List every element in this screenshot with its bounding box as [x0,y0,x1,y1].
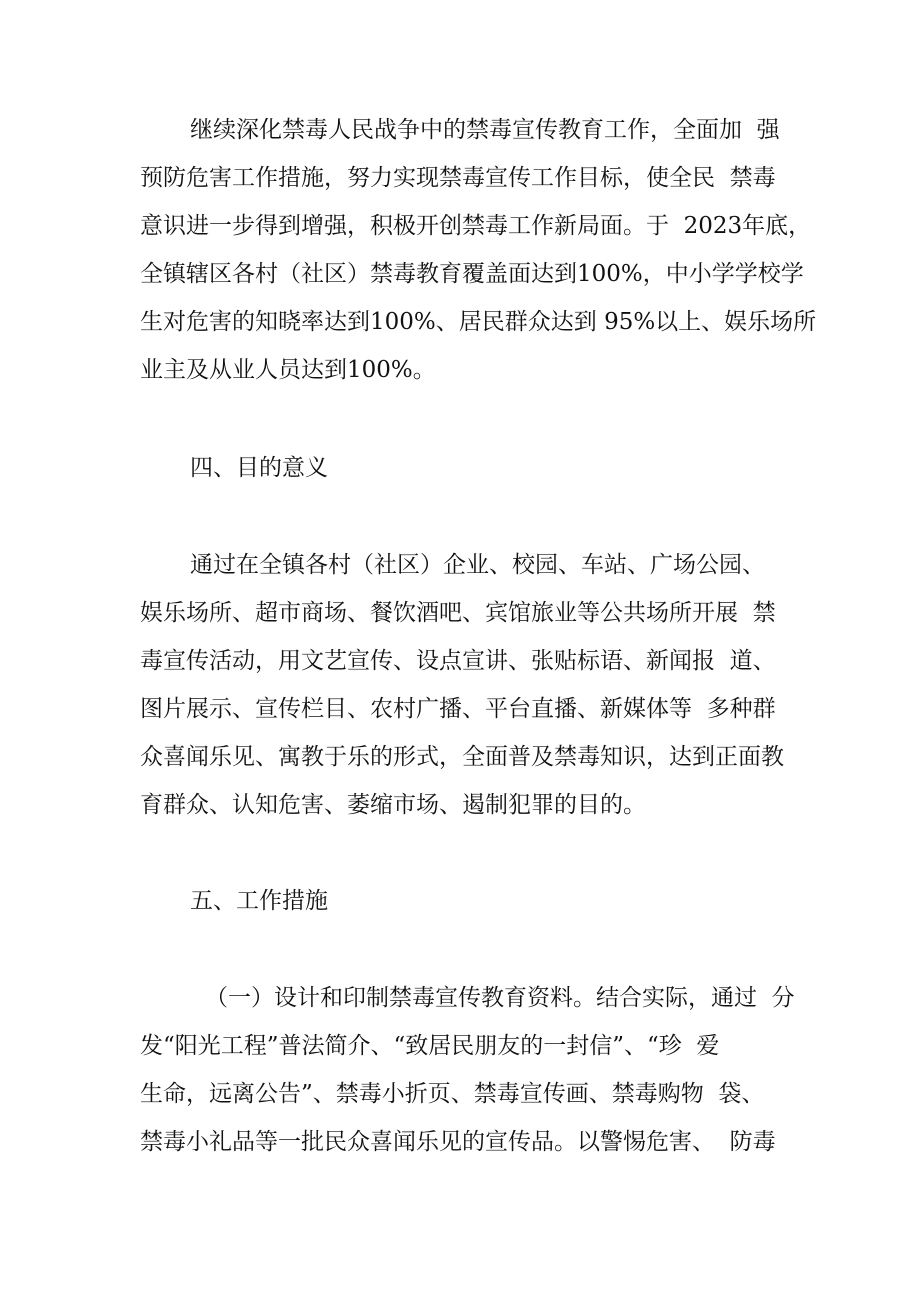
paragraph-1-line-2: 预防危害工作措施，努力实现禁毒宣传工作目标，使全民 禁毒 [140,165,776,191]
paragraph-2-line-6: 育群众、认知危害、萎缩市场、遏制犯罪的目的。 [140,792,646,818]
paragraph-2-line-5: 众喜闻乐见、寓教于乐的形式，全面普及禁毒知识，达到正面教 [140,744,784,770]
paragraph-1-line-6: 业主及从业人员达到100%。 [140,357,436,383]
paragraph-3-line-1: （一）设计和印制禁毒宣传教育资料。结合实际，通过 分 [205,985,795,1011]
paragraph-1-line-1: 继续深化禁毒人民战争中的禁毒宣传教育工作，全面加 强 [190,117,780,143]
section-heading-4: 四、目的意义 [190,455,328,481]
paragraph-1-line-3: 意识进一步得到增强，积极开创禁毒工作新局面。于 2023年底， [140,213,812,239]
paragraph-3-line-4: 禁毒小礼品等一批民众喜闻乐见的宣传品。以警惕危害、 防毒 [140,1129,776,1155]
paragraph-2-line-4: 图片展示、宣传栏目、农村广播、平台直播、新媒体等 多种群 [140,696,776,722]
paragraph-3-line-2: 发“阳光工程”普法简介、“致居民朋友的一封信”、“珍 爱 [140,1033,720,1059]
paragraph-2-line-2: 娱乐场所、超市商场、餐饮酒吧、宾馆旅业等公共场所开展 禁 [140,600,776,626]
paragraph-1-line-4: 全镇辖区各村（社区）禁毒教育覆盖面达到100%，中小学学校学 [140,261,804,287]
paragraph-1-line-5: 生对危害的知晓率达到100%、居民群众达到 95%以上、娱乐场所 [140,309,817,335]
paragraph-2-line-1: 通过在全镇各村（社区）企业、校园、车站、广场公园、 [190,552,765,578]
paragraph-2-line-3: 毒宣传活动，用文艺宣传、设点宣讲、张贴标语、新闻报 道、 [140,648,776,674]
section-heading-5: 五、工作措施 [190,888,328,914]
paragraph-3-line-3: 生命，远离公告”、禁毒小折页、禁毒宣传画、禁毒购物 袋、 [140,1081,765,1107]
